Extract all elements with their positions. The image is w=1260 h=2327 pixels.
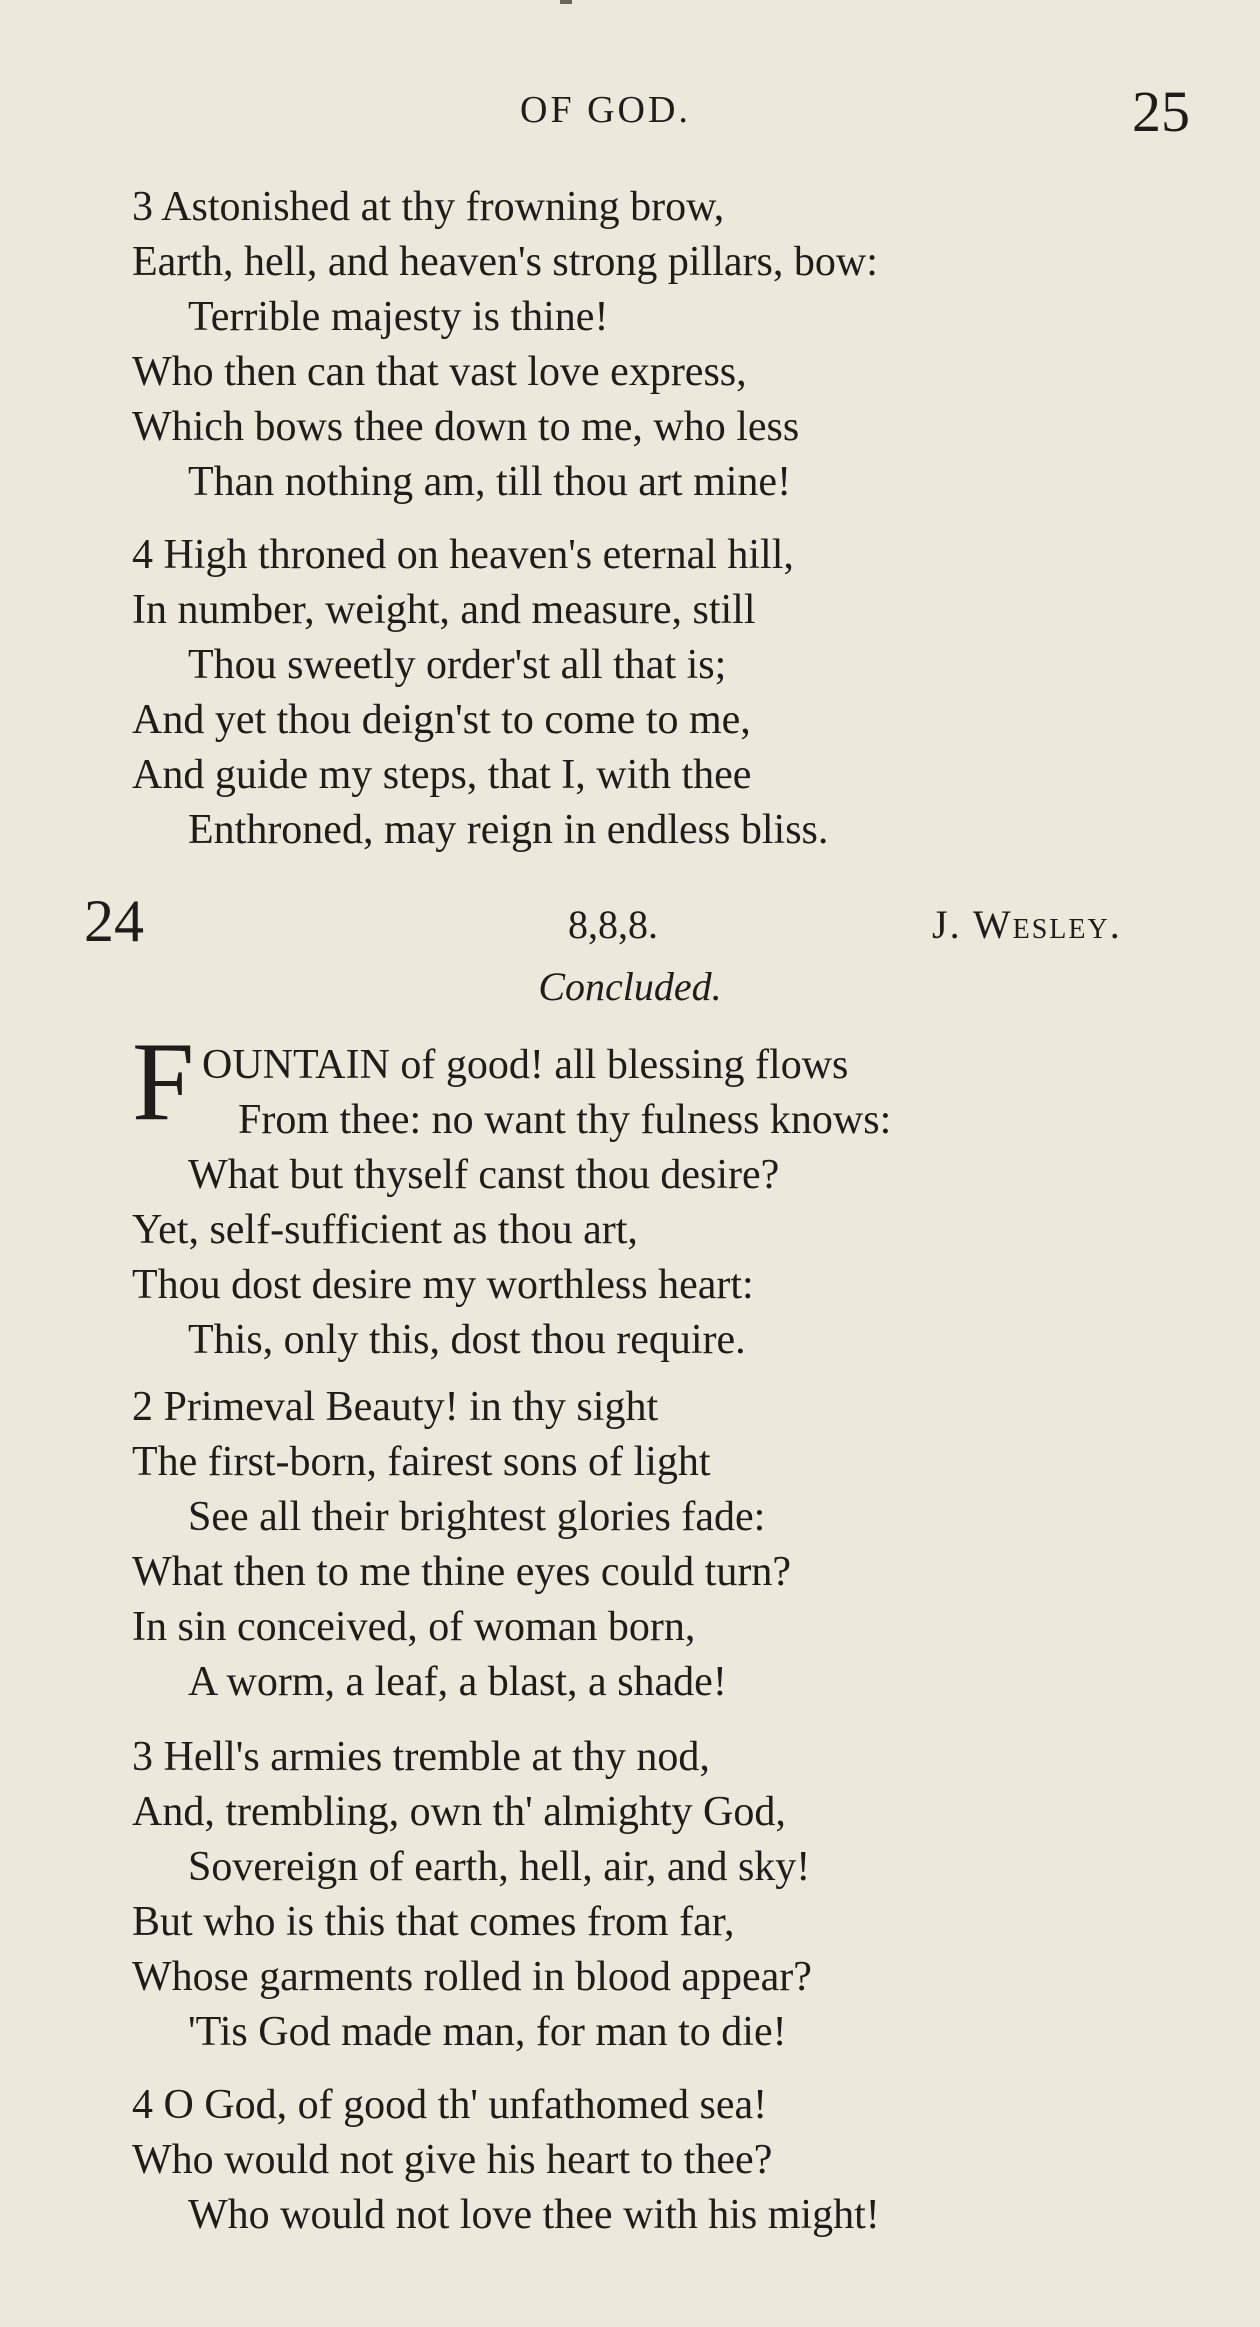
verse-line: This, only this, dost thou require. <box>188 1317 746 1363</box>
verse-line: Whose garments rolled in blood appear? <box>132 1954 812 2000</box>
prev-hymn-stanza-3 <box>132 180 1212 510</box>
verse-line: 4 High throned on heaven's eternal hill, <box>132 532 794 578</box>
verse-line: And, trembling, own th' almighty God, <box>132 1789 786 1835</box>
verse-line: What then to me thine eyes could turn? <box>132 1549 791 1595</box>
hymn-meter: 8,8,8. <box>568 902 658 947</box>
hymn-24-stanza-4 <box>132 2078 1212 2243</box>
hymn-author: J. Wesley. <box>932 902 1122 947</box>
verse-line: Who then can that vast love express, <box>132 349 747 395</box>
verse-line: What but thyself canst thou desire? <box>188 1152 780 1198</box>
verse-line: In number, weight, and measure, still <box>132 587 756 633</box>
page-number: 25 <box>1132 79 1190 144</box>
verse-line: OUNTAIN of good! all blessing flows <box>202 1042 849 1088</box>
verse-line: Thou dost desire my worthless heart: <box>132 1262 754 1308</box>
hymn-24-stanza-3 <box>132 1730 1212 2060</box>
verse-line: Enthroned, may reign in endless bliss. <box>188 807 829 853</box>
verse-line: A worm, a leaf, a blast, a shade! <box>188 1659 727 1705</box>
hymn-number: 24 <box>84 888 144 954</box>
verse-line: In sin conceived, of woman born, <box>132 1604 696 1650</box>
verse-line: From thee: no want thy fulness knows: <box>238 1097 892 1143</box>
verse-line: Yet, self-sufficient as thou art, <box>132 1207 638 1253</box>
print-mark <box>560 0 572 4</box>
running-title: OF GOD. <box>520 89 691 131</box>
hymn-heading <box>84 888 1194 963</box>
verse-line: Thou sweetly order'st all that is; <box>188 642 727 688</box>
verse-line: The first-born, fairest sons of light <box>132 1439 711 1485</box>
verse-line: 3 Astonished at thy frowning brow, <box>132 184 725 230</box>
verse-line: Terrible majesty is thine! <box>188 294 609 340</box>
drop-cap: F <box>132 1020 195 1144</box>
hymn-24-stanza-1 <box>132 1038 1212 1368</box>
verse-line: 2 Primeval Beauty! in thy sight <box>132 1384 659 1430</box>
running-header <box>0 79 1260 144</box>
verse-line: See all their brightest glories fade: <box>188 1494 766 1540</box>
hymn-subtitle: Concluded. <box>538 964 722 1009</box>
verse-line: But who is this that comes from far, <box>132 1899 735 1945</box>
verse-line: Sovereign of earth, hell, air, and sky! <box>188 1844 811 1890</box>
verse-line: And guide my steps, that I, with thee <box>132 752 752 798</box>
hymn-24-stanza-2 <box>132 1380 1212 1710</box>
verse-line: 4 O God, of good th' unfathomed sea! <box>132 2082 768 2128</box>
verse-line: Earth, hell, and heaven's strong pillars, bow: <box>132 239 878 285</box>
verse-line: And yet thou deign'st to come to me, <box>132 697 751 743</box>
verse-line: Who would not love thee with his might! <box>188 2192 880 2238</box>
prev-hymn-stanza-4 <box>132 528 1212 858</box>
verse-line: Who would not give his heart to thee? <box>132 2137 773 2183</box>
verse-line: 3 Hell's armies tremble at thy nod, <box>132 1734 710 1780</box>
verse-line: Which bows thee down to me, who less <box>132 404 800 450</box>
verse-line: 'Tis God made man, for man to die! <box>188 2009 787 2055</box>
verse-line: Than nothing am, till thou art mine! <box>188 459 792 505</box>
